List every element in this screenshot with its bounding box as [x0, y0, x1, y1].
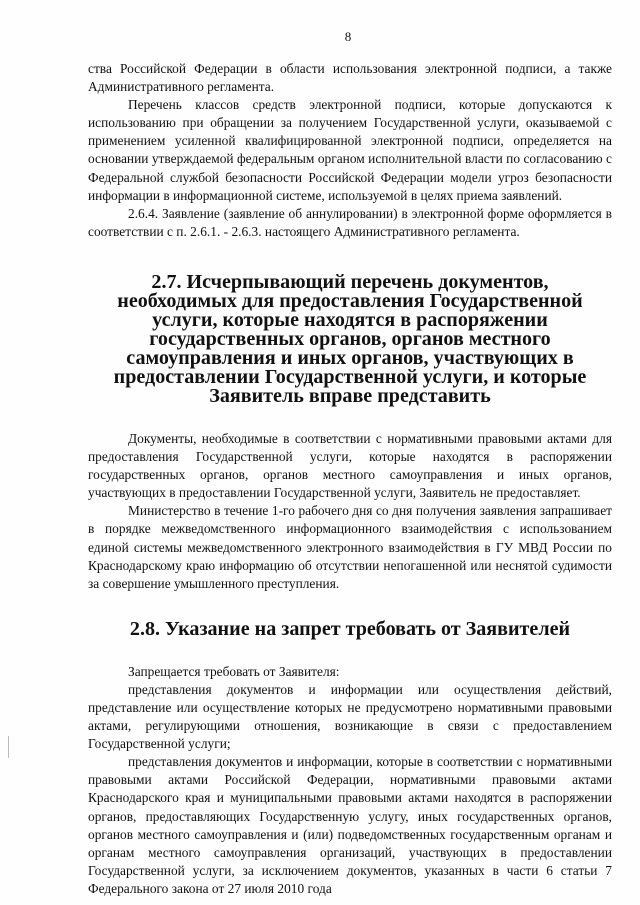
paragraph-prohibition-1: представления документов и информации или осуществления действий, представление или осуществление которых не предусмотрено нормативными правовыми актами, регулирующими отношения, возникающие в связи с предоставлением Государственной услуги;: [88, 681, 612, 752]
paragraph-signature-classes: Перечень классов средств электронной подписи, которые допускаются к использованию при обращении за получением Государственной услуги, оказываемой с применением усиленной квалифицированной электронной подписи, определяется на основании утверждаемой федеральным органом исполнительной власти по согласованию с Федеральной службой безопасности Российской Федерации модели угроз безопасности информации в информационной системе, используемой в целях приема заявлений.: [88, 97, 612, 203]
paragraph-prohibited: Запрещается требовать от Заявителя:: [128, 663, 340, 679]
document-body: [88, 60, 612, 898]
section-heading-2-8: 2.8. Указание на запрет требовать от Заявителей: [129, 617, 571, 640]
paragraph-2-6-4: 2.6.4. Заявление (заявление об аннулировании) в электронной форме оформляется в соответствии с п. 2.6.1. - 2.6.3. настоящего Административного регламента.: [88, 205, 612, 239]
paragraph-documents-required: Документы, необходимые в соответствии с нормативными правовыми актами для предоставления Государственной услуги, которые находятся в распоряжении государственных органов, органов местного самоуправления и иных органов, участвующих в предоставлении Государственной услуги, Заявитель не предоставляет.: [88, 430, 612, 501]
paragraph-continuation: ства Российской Федерации в области использования электронной подписи, а также Административного регламента.: [88, 61, 612, 95]
page-number: 8: [344, 29, 352, 44]
paragraph-ministry-request: Министерство в течение 1-го рабочего дня со дня получения заявления запрашивает в порядке межведомственного информационного взаимодействия с использованием единой системы межведомственного электронного взаимодействия в ГУ МВД России по Краснодарскому краю информацию об отсутствии непогашенной или неснятой судимости за совершение умышленного преступления.: [88, 503, 612, 591]
scan-margin-mark: [8, 736, 9, 758]
paragraph-prohibition-2: представления документов и информации, которые в соответствии с нормативными правовыми актами Российской Федерации, нормативными правовыми актами Краснодарского края и муниципальными правовыми актами находятся в распоряжении органов, предоставляющих Государственную услугу, иных государственных органов, органов местного самоуправления и (или) подведомственных государственным органам и органам местного самоуправления организаций, участвующих в предоставлении Государственной услуги, за исключением документов, указанных в части 6 статьи 7 Федерального закона от 27 июля 2010 года: [88, 754, 612, 896]
section-heading-2-7: 2.7. Исчерпывающий перечень документов, необходимых для предоставления Государственной услуги, которые находятся в распоряжении государственных органов, органов местного самоуправления и иных органов, участвующих в предоставлении Государственной услуги, и которые Заявитель вправе представить: [113, 270, 587, 407]
